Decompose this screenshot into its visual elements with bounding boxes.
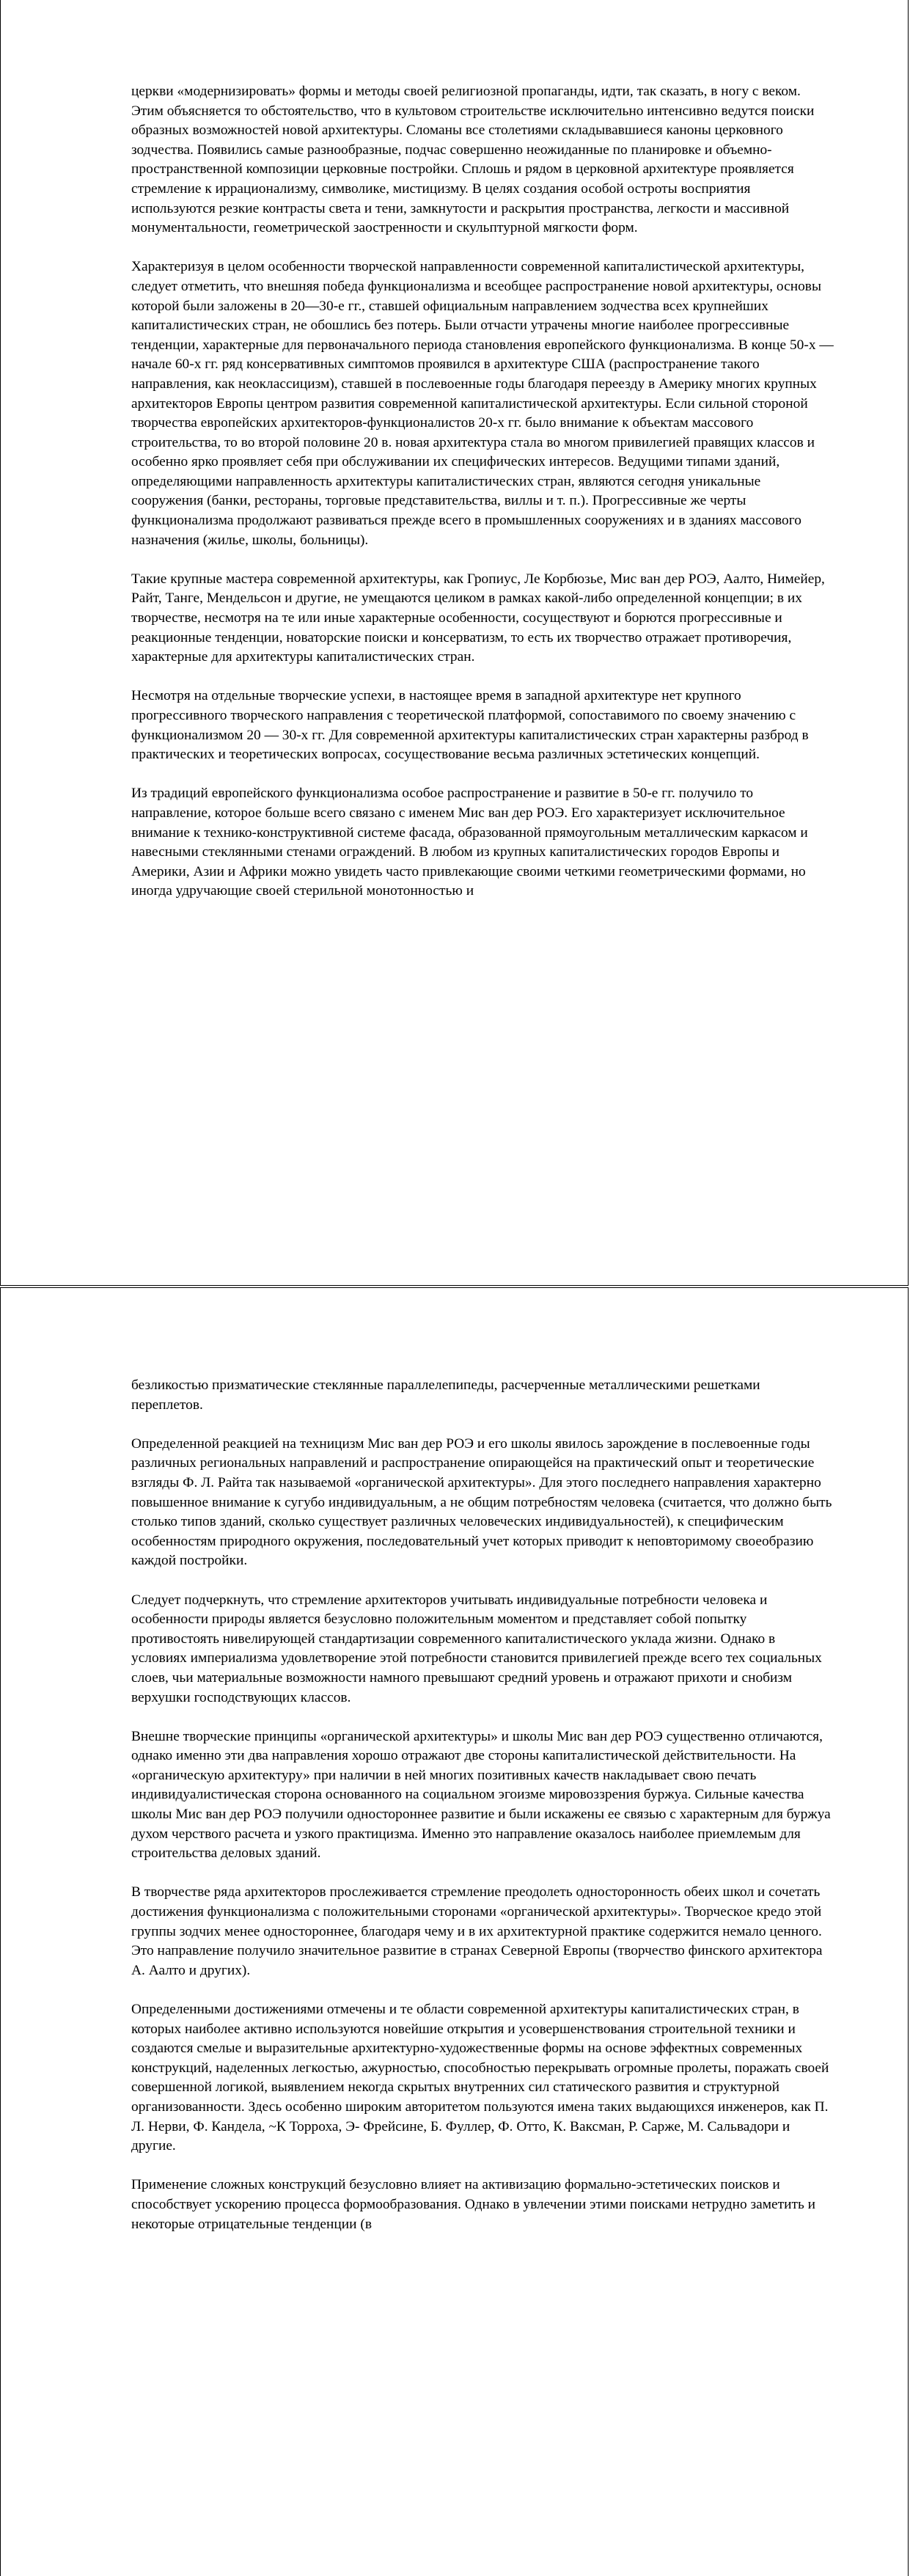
paragraph: В творчестве ряда архитекторов прослеживается стремление преодолеть односторонность обеих школ и сочетать достижения функционализма с положительными сторонами «органической архитектуры». Творческое кредо этой группы зодчих менее одностороннее, благодаря чему и в их архитектурной практике содержится немало ценного. Это направление получило значительное развитие в странах Северной Европы (творчество финского архитектора А. Аалто и других). xyxy=(131,1884,823,1978)
paragraph: Из традиций европейского функционализма особое распространение и развитие в 50-е гг. получило то направление, которое больше всего связано с именем Мис ван дер РОЭ. Его характеризует исключительное внимание к технико-конструктивной системе фасада, образованной прямоугольным металлическим каркасом и навесными стеклянными стенами ограждений. В любом из крупных капиталистических городов Европы и Америки, Азии и Африки можно увидеть часто привлекающие своими четкими геометрическими формами, но иногда удручающие своей стерильной монотонностью и xyxy=(131,786,808,899)
document-page-2 xyxy=(0,1287,909,2576)
document-page-1 xyxy=(0,0,909,1286)
paragraph: Несмотря на отдельные творческие успехи, в настоящее время в западной архитектуре нет крупного прогрессивного творческого направления с теоретической платформой, сопоставимого по своему значению с функционализмом 20 — 30-х гг. Для современной архитектуры капиталистических стран характерны разброд в практических и теоретических вопросах, сосуществование весьма различных эстетических концепций. xyxy=(131,688,809,763)
paragraph: Внешне творческие принципы «органической архитектуры» и школы Мис ван дер РОЭ существенно отличаются, однако именно эти два направления хорошо отражают две стороны капиталистической действительности. На «органическую архитектуру» при наличии в ней многих позитивных качеств накладывает свою печать индивидуалистическая сторона основанного на социальном эгоизме мировоззрения буржуа. Сильные качества школы Мис ван дер РОЭ получили одностороннее развитие и были искажены ее связью с характерным для буржуа духом черствого расчета и узкого практицизма. Именно это направление оказалось наиболее приемлемым для строительства деловых зданий. xyxy=(131,1728,831,1862)
paragraph: Такие крупные мастера современной архитектуры, как Гропиус, Ле Корбюзье, Мис ван дер РОЭ, Аалто, Нимейер, Райт, Танге, Мендельсон и другие, не умещаются целиком в рамках какой-либо определенной концепции; в их творчестве, несмотря на те или иные характерные особенности, сосуществуют и борются прогрессивные и реакционные тенденции, новаторские поиски и консерватизм, то есть их творчество отражает противоречия, характерные для архитектуры капиталистических стран. xyxy=(131,571,825,665)
paragraph: Определенными достижениями отмечены и те области современной архитектуры капиталистических стран, в которых наиболее активно используются новейшие открытия и усовершенствования строительной техники и создаются смелые и выразительные архитектурно-художественные формы на основе эффектных современных конструкций, наделенных легкостью, ажурностью, способностью перекрывать огромные пролеты, поражать своей совершенной логикой, выявлением некогда скрытых внутренних сил статического развития и структурной организованности. Здесь особенно широким авторитетом пользуются имена таких выдающихся инженеров, как П. Л. Нерви, Ф. Кандела, ~К Торроха, Э- Фрейсине, Б. Фуллер, Ф. Отто, К. Ваксман, Р. Сарже, М. Сальвадори и другие. xyxy=(131,2002,829,2154)
paragraph: безликостью призматические стеклянные параллелепипеды, расчерченные металлическими решетками переплетов. xyxy=(131,1377,760,1413)
paragraph: Следует подчеркнуть, что стремление архитекторов учитывать индивидуальные потребности человека и особенности природы является безусловно положительным моментом и представляет собой попытку противостоять нивелирующей стандартизации современного капиталистического уклада жизни. Однако в условиях империализма удовлетворение этой потребности становится привилегией прежде всего тех социальных слоев, чьи материальные возможности намного превышают средний уровень и отражают прихоти и снобизм верхушки господствующих классов. xyxy=(131,1592,822,1705)
paragraph: церкви «модернизировать» формы и методы своей религиозной пропаганды, идти, так сказать, в ногу с веком. Этим объясняется то обстоятельство, что в культовом строительстве исключительно интенсивно ведутся поиски образных возможностей новой архитектуры. Сломаны все столетиями складывавшиеся каноны церковного зодчества. Появились самые разнообразные, подчас совершенно неожиданные по планировке и объемно-пространственной композиции церковные постройки. Сплошь и рядом в церковной архитектуре проявляется стремление к иррационализму, символике, мистицизму. В целях создания особой остроты восприятия используются резкие контрасты света и тени, замкнутости и раскрытия пространства, легкости и массивной монументальности, геометрической заостренности и скульптурной мягкости форм. xyxy=(131,84,815,236)
page-2-text-column xyxy=(131,1376,834,2254)
page-1-text-column xyxy=(131,82,834,921)
paragraph: Определенной реакцией на техницизм Мис ван дер РОЭ и его школы явилось зарождение в послевоенные годы различных региональных направлений и распространение опирающейся на практический опыт и теоретические взгляды Ф. Л. Райта так называемой «органической архитектуры». Для этого последнего направления характерно повышенное внимание к сугубо индивидуальным, а не общим потребностям человека (считается, что должно быть столько типов зданий, сколько существует различных человеческих индивидуальностей), к специфическим особенностям природного окружения, последовательный учет которых приводит к неповторимому своеобразию каждой постройки. xyxy=(131,1435,832,1569)
paragraph: Применение сложных конструкций безусловно влияет на активизацию формально-эстетических поисков и способствует ускорению процесса формообразования. Однако в увлечении этими поисками нетрудно заметить и некоторые отрицательные тенденции (в xyxy=(131,2177,816,2232)
paragraph: Характеризуя в целом особенности творческой направленности современной капиталистической архитектуры, следует отметить, что внешняя победа функционализма и всеобщее распространение новой архитектуры, основы которой были заложены в 20—30-е гг., ставшей официальным направлением зодчества всех крупнейших капиталистических стран, не обошлись без потерь. Были отчасти утрачены многие наиболее прогрессивные тенденции, характерные для первоначального периода становления европейского функционализма. В конце 50-х — начале 60-х гг. ряд консервативных симптомов проявился в архитектуре США (распространение такого направления, как неоклассицизм), ставшей в послевоенные годы благодаря переезду в Америку многих крупных архитекторов Европы центром развития современной капиталистической архитектуры. Если сильной стороной творчества европейских архитекторов-функционалистов 20-х гг. было внимание к объектам массового строительства, то во второй половине 20 в. новая архитектура стала во многом привилегией правящих классов и особенно ярко проявляет себя при обслуживании их специфических интересов. Ведущими типами зданий, определяющими направленность архитектуры капиталистических стран, являются сегодня уникальные сооружения (банки, рестораны, торговые представительства, виллы и т. п.). Прогрессивные же черты функционализма продолжают развиваться прежде всего в промышленных сооружениях и в зданиях массового назначения (жилье, школы, больницы). xyxy=(131,259,834,548)
